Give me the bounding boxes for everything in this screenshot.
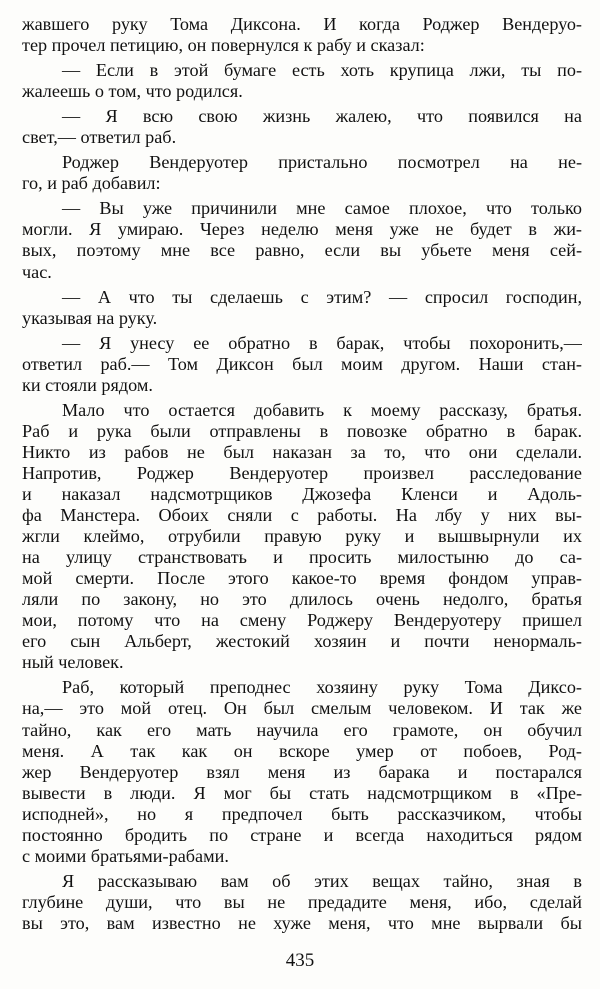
- text-line: ответил раб.— Том Диксон был моим другом. Наши стан-: [22, 353, 582, 374]
- text-line: ный человек.: [22, 652, 124, 673]
- text-line: вывести в люди. Я мог бы стать надсмотрщиком в «Пре-: [22, 782, 582, 803]
- text-line: — Я унесу ее обратно в барак, чтобы похоронить,—: [62, 332, 582, 353]
- text-line: фа Манстера. Обоих сняли с работы. На лбу у них вы-: [22, 505, 582, 526]
- paragraph: [22, 198, 582, 282]
- text-line: могли. Я умираю. Через неделю меня уже не будет в жи-: [22, 219, 582, 240]
- text-line: и наказал надсмотрщиков Джозефа Кленси и Адоль-: [22, 483, 582, 504]
- text-line: жгли клеймо, отрубили правую руку и вышвырнули их: [22, 526, 582, 547]
- text-line: на,— это мой отец. Он был смелым человеком. И так же: [22, 698, 582, 719]
- text-line: — Если в этой бумаге есть хоть крупица лжи, ты по-: [62, 60, 582, 81]
- paragraph: [22, 60, 582, 102]
- text-line: с моими братьями-рабами.: [22, 845, 229, 866]
- text-line: жер Вендеруотер взял меня из барака и постарался: [22, 761, 582, 782]
- text-line: вы это, вам известно не хуже меня, что мне вырвали бы: [22, 912, 582, 933]
- text-line: жавшего руку Тома Диксона. И когда Роджер Вендеруо-: [22, 14, 582, 34]
- text-line: — А что ты сделаешь с этим? — спросил господин,: [62, 286, 582, 307]
- text-line: час.: [22, 261, 52, 282]
- text-line: его сын Альберт, жестокий хозяин и почти ненормаль-: [22, 631, 582, 652]
- text-line: Раб и рука были отправлены в повозке обратно в барак.: [22, 420, 582, 441]
- text-line: го, и раб добавил:: [22, 173, 161, 194]
- paragraph: [22, 871, 582, 934]
- paragraph: [22, 106, 582, 148]
- text-line: на улицу странствовать и просить милостыню до са-: [22, 547, 582, 568]
- text-line: ки стояли рядом.: [22, 374, 153, 395]
- text-line: — Вы уже причинили мне самое плохое, что только: [62, 198, 582, 219]
- text-line: ляли по закону, но это длилось очень недолго, братья: [22, 589, 582, 610]
- page-number: 435: [285, 950, 315, 971]
- text-line: мои, потому что на смену Роджеру Вендеруотеру пришел: [22, 610, 582, 631]
- text-line: указывая на руку.: [22, 307, 158, 328]
- text-line: Никто из рабов не был наказан за то, что они сделали.: [22, 441, 582, 462]
- paragraph: [22, 152, 582, 194]
- text-line: свет,— ответил раб.: [22, 127, 177, 148]
- page-body-text: [22, 14, 582, 934]
- text-line: вых, поэтому мне все равно, если вы убьете меня сей-: [22, 240, 582, 261]
- text-line: Мало что остается добавить к моему рассказу, братья.: [62, 399, 582, 420]
- text-line: — Я всю свою жизнь жалею, что появился на: [62, 106, 582, 127]
- text-line: исподней», но я предпочел быть рассказчиком, чтобы: [22, 803, 582, 824]
- text-line: мой смерти. После этого какое-то время фондом управ-: [22, 568, 582, 589]
- text-line: жалеешь о том, что родился.: [22, 81, 243, 102]
- text-line: Раб, который преподнес хозяину руку Тома Диксо-: [62, 677, 582, 698]
- paragraph: [22, 333, 582, 396]
- text-line: тайно, как его мать научила его грамоте, он обучил: [22, 719, 582, 740]
- text-line: глубине души, что вы не предадите меня, ибо, сделай: [22, 891, 582, 912]
- text-line: Я рассказываю вам об этих вещах тайно, зная в: [62, 870, 582, 891]
- paragraph: [22, 14, 582, 56]
- text-line: постоянно бродить по стране и всегда находиться рядом: [22, 824, 582, 845]
- text-line: меня. А так как он вскоре умер от побоев, Род-: [22, 740, 582, 761]
- paragraph: [22, 287, 582, 329]
- text-line: Напротив, Роджер Вендеруотер произвел расследование: [22, 462, 582, 483]
- text-line: тер прочел петицию, он повернулся к рабу и сказал:: [22, 35, 425, 56]
- text-line: Роджер Вендеруотер пристально посмотрел на не-: [62, 152, 582, 173]
- paragraph: [22, 400, 582, 674]
- paragraph: [22, 677, 582, 866]
